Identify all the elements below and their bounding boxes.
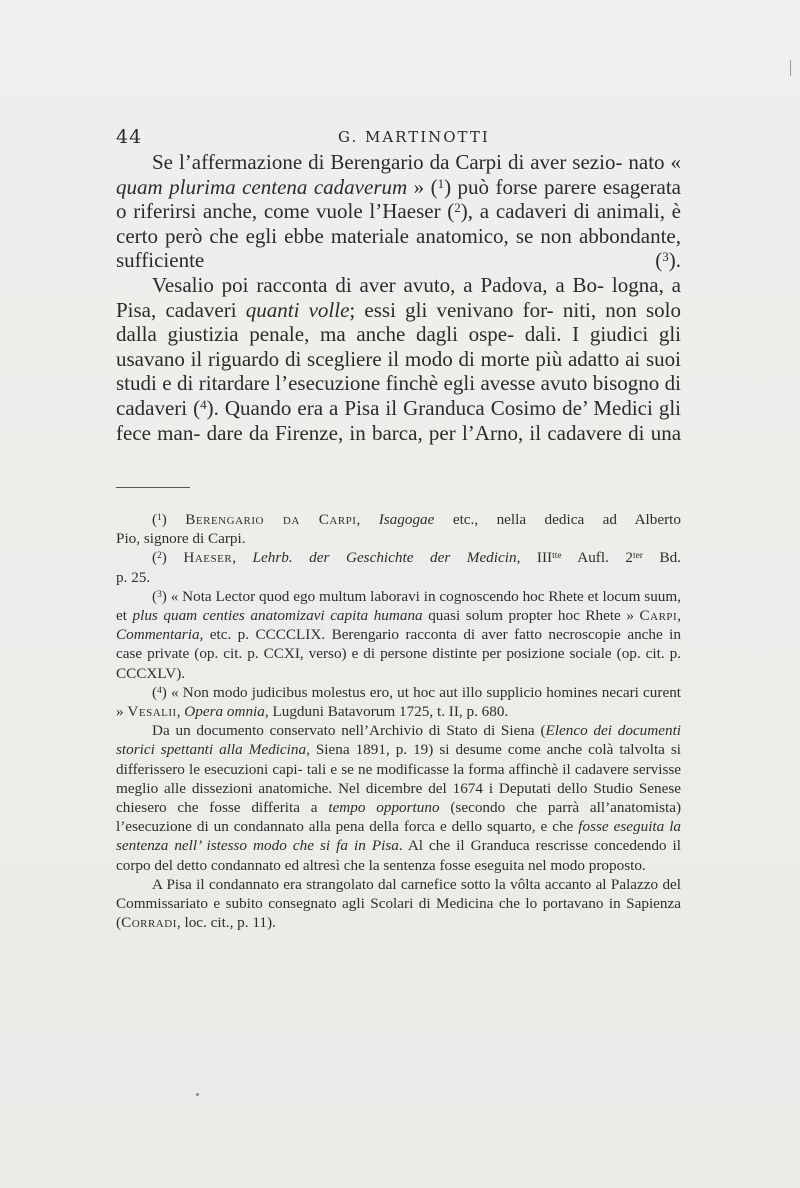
page-number: 44 (116, 126, 143, 148)
citation-title: Opera omnia (184, 703, 265, 721)
citation-author: Berengario da Carpi (185, 511, 357, 528)
text-line: nato « quam plurima centena cadaverum » ($^1$) può forse (116, 150, 682, 199)
text-line: era a Pisa il Granduca Cosimo de’ Medici gli fece man- (116, 395, 682, 445)
citation-author: Carpi (639, 607, 678, 625)
citation-title: Elenco dei documenti storici spettanti alla Medicina (116, 722, 682, 759)
text-line: dali. I giudici gli usavano il riguardo di scegliere il modo (116, 322, 682, 371)
footnote-2: ($^2$) Haeser, Lehrb. der Geschichte der Medicin, $III^{tte}$ Aufl. $2^{ter}$ Bd. (152, 549, 682, 567)
citation-title: Isagogae (378, 511, 435, 528)
running-head: G. MARTINOTTI (338, 128, 490, 146)
quotation-italic: fosse eseguita la sentenza nell’ istesso modo (116, 818, 682, 855)
text-line: Vesalio poi racconta di aver avuto, a Padova, a Bo- (152, 272, 605, 297)
quotation-italic: quanti volle (245, 297, 350, 322)
text-line: a cadaveri di animali, è certo però che egli ebbe materiale (116, 199, 681, 248)
footnote-4: ($^4$) « Non modo judicibus molestus ero, ut hoc aut illo supplicio homines necari curent » Vesalii, Opera omnia, Lugduni Batavorum 1725, t. II, p. 680. (116, 683, 682, 721)
text-line: anatomico, se non abbondante, sufficiente ($^3$). (116, 223, 681, 273)
page-header (116, 126, 681, 150)
quotation-italic: plus quam centies anatomizavi capita humana (132, 607, 423, 625)
scan-edge-mark (790, 60, 791, 76)
text-line: di morte più adatto ai suoi studi e di ritardare l’esecuzione (116, 346, 682, 396)
citation-title: Lehrb. der Geschichte der Medicin (252, 549, 517, 567)
quotation-italic: tempo opportuno (328, 799, 440, 817)
footnote-2-cont: p. 25. (116, 568, 151, 586)
text-line: logna, a Pisa, cadaveri quanti volle; essi gli venivano for- (116, 272, 682, 322)
footnote-4-archive: Da un documento conservato nell’Archivio di Stato di Siena (Elenco dei documenti storici spettanti alla Medicina, Siena 1891, p. 19) si desume come anche colà talvolta si differissero le esecuzioni capi- tali e se ne modificasse la forma affinchè il cadavere servisse meglio alle dissezioni anatomiche. Nel dicembre del 1674 i Deputati dello Studio Senese chiesero che fosse differita a tempo opportuno (secondo che parrà all’anatomista) l’esecuzione di un condannato alla pena della forca e dello squarto, e che fosse eseguita la sentenza nell’ istesso modo che si fa in Pisa. Al che il Granduca rescrisse concedendo il corpo del detto condannato ed altresì che la sentenza fosse eseguita nel modo proposto. (116, 722, 682, 874)
citation-author: Corradi (121, 914, 177, 932)
footnote-ref-2: 2 (454, 200, 461, 216)
text-line: niti, non solo dalla giustizia penale, ma anche dagli ospe- (116, 297, 682, 347)
main-paragraph-2 (116, 273, 681, 445)
ink-speck (196, 1093, 199, 1096)
text-line: parere esagerata o riferirsi anche, come vuole l’Haeser ($^2$), (116, 174, 681, 224)
citation-author: Vesalii (127, 703, 177, 721)
footnotes (116, 510, 681, 932)
footnote-ref-1: 1 (437, 175, 445, 191)
quotation-italic: quam plurima centena cadaverum (116, 174, 408, 199)
footnote-ref-4: 4 (200, 397, 207, 413)
quotation-italic: che si fa in Pisa (292, 837, 399, 855)
main-text (116, 150, 681, 445)
footnote-4-pisa: A Pisa il condannato era strangolato dal carnefice sotto la vôlta accanto al Palazzo del Commissariato e subito consegnato agli Scolari di Medicina che lo portavano in Sapienza (Corradi, loc. cit., p. 11). (116, 875, 682, 932)
text-line: Se l’affermazione di Berengario da Carpi di aver sezio- (152, 150, 623, 174)
citation-author: Haeser (183, 549, 233, 567)
footnote-ref-3: 3 (662, 249, 669, 265)
main-paragraph-1 (116, 150, 681, 273)
footnote-1-cont: Pio, signore di Carpi. (116, 530, 246, 548)
footnote-separator (116, 487, 190, 488)
citation-title: Commentaria (116, 626, 200, 644)
footnote-3: ($^3$) « Nota Lector quod ego multum laboravi in cognoscendo hoc Rhete et locum suum, et plus quam centies anatomizavi capita humana quasi solum propter hoc Rhete » Carpi, Commentaria, etc. p. CCCCLIX. Berengario racconta di aver fatto necroscopie anche in case private (op. cit. p. CCXI, verso) e di persone distinte per posizione sociale (op. cit. p. CCCXLV). (116, 587, 682, 682)
text-line: finchè egli avesse avuto bisogno di cadaveri ($^4$). Quando (116, 371, 682, 420)
text-line: dare da Firenze, in barca, per l’Arno, il cadavere di una (206, 420, 682, 445)
footnote-1: ($^1$) Berengario da Carpi, Isagogae etc., nella dedica ad Alberto (152, 511, 681, 528)
